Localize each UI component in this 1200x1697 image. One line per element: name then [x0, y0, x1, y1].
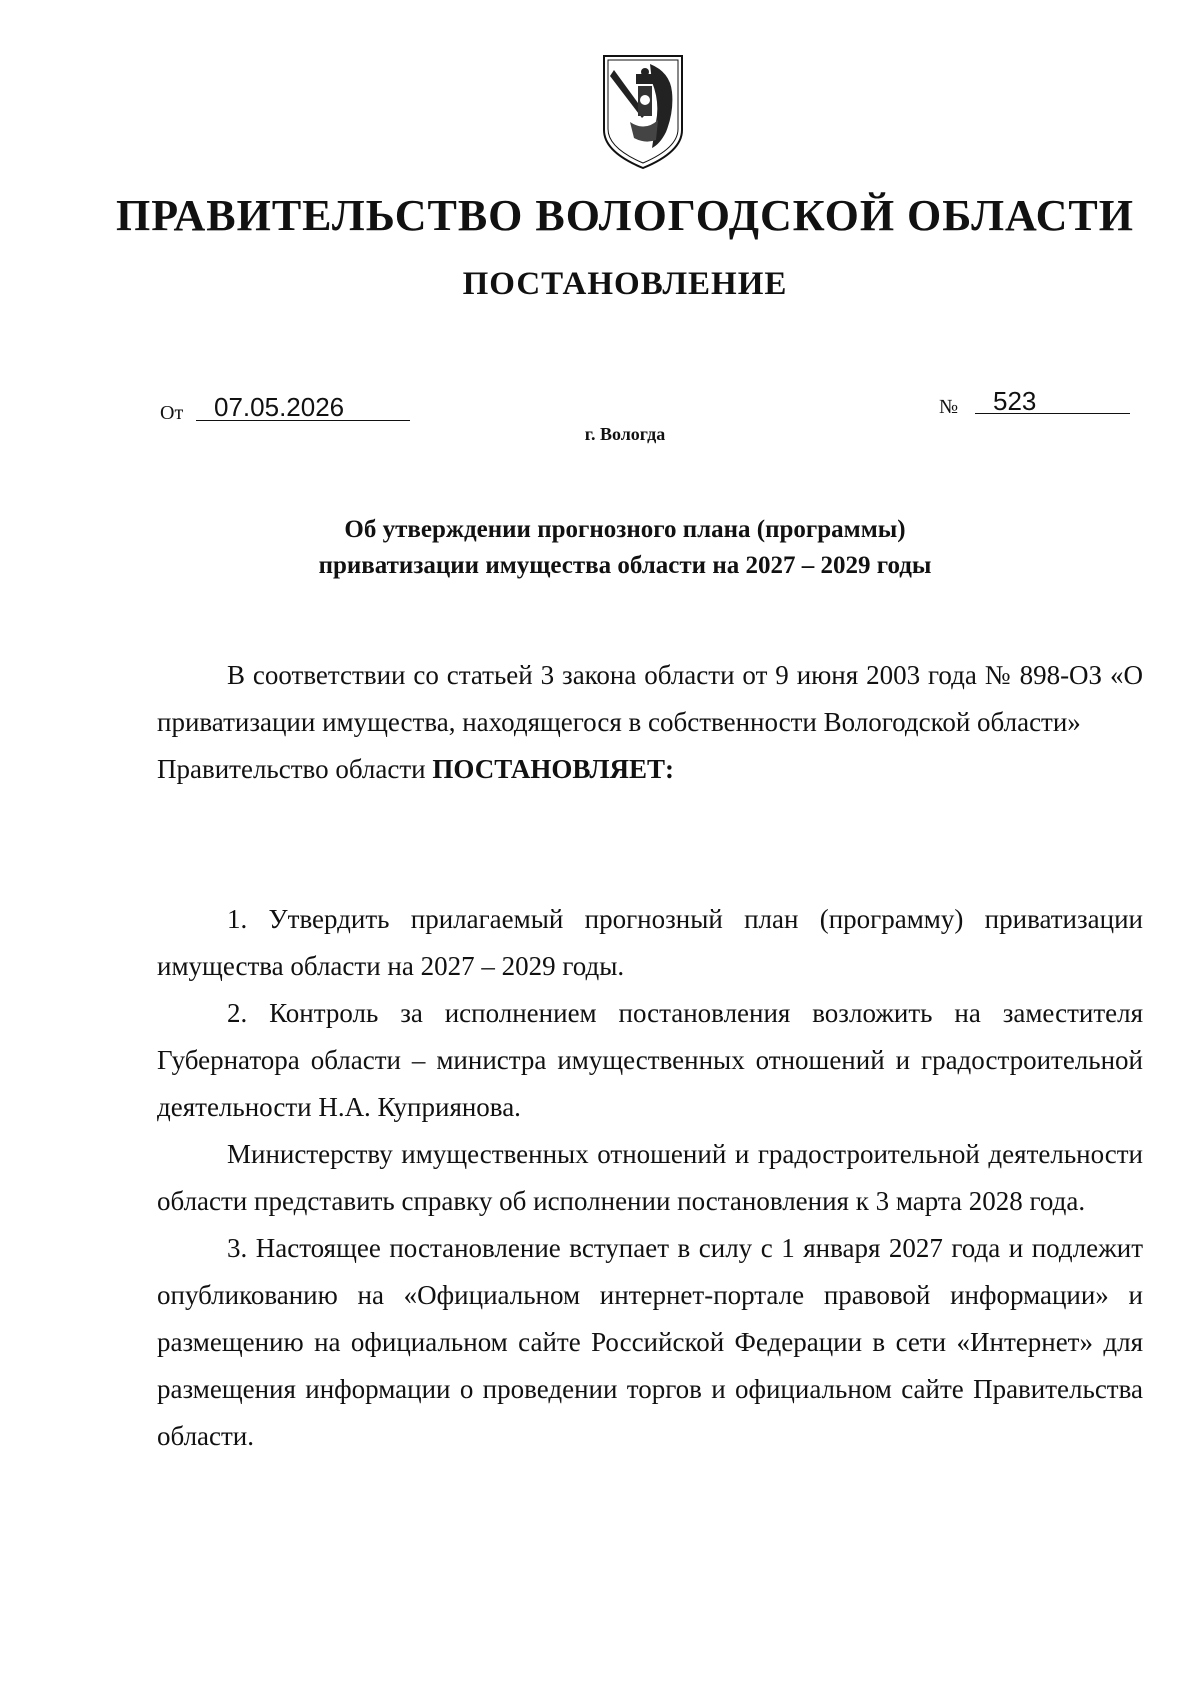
government-name: ПРАВИТЕЛЬСТВО ВОЛОГОДСКОЙ ОБЛАСТИ	[116, 191, 1134, 240]
subject-line-1: Об утверждении прогнозного плана (программы)	[344, 516, 906, 543]
city: г. Вологда	[584, 424, 666, 444]
subject-line-2: приватизации имущества области на 2027 – 2029 годы	[318, 552, 932, 579]
item-1: 1. Утвердить прилагаемый прогнозный план (программу) приватизации имущества области на 2027 – 2029 годы.	[157, 904, 1143, 981]
resolution-line	[157, 746, 1143, 793]
resolution-keyword: ПОСТАНОВЛЯЕТ:	[432, 754, 674, 784]
preamble-block	[157, 652, 1143, 793]
document-number: 523	[993, 386, 1037, 416]
number-label: №	[939, 396, 959, 418]
item-2-note: Министерству имущественных отношений и градостроительной деятельности области представить справку об исполнении постановления к 3 марта 2028 года.	[157, 1139, 1143, 1216]
document-date: 07.05.2026	[214, 392, 345, 422]
preamble: В соответствии со статьей 3 закона области от 9 июня 2003 года № 898-ОЗ «О приватизации имущества, находящегося в собственности Вологодской области»	[157, 660, 1143, 737]
date-label: От	[160, 402, 184, 424]
item-2: 2. Контроль за исполнением постановления возложить на заместителя Губернатора области – министра имущественных отношений и градостроительной деятельности Н.А. Куприянова.	[157, 998, 1143, 1122]
document-type: ПОСТАНОВЛЕНИЕ	[462, 266, 788, 302]
coat-of-arms-icon	[600, 52, 686, 172]
items-block	[157, 896, 1143, 1460]
item-3: 3. Настоящее постановление вступает в силу с 1 января 2027 года и подлежит опубликованию на «Официальном интернет-портале правовой информации» и размещению на официальном сайте Российской Федерации в сети «Интернет» для размещения информации о проведении торгов и официальном сайте Правительства области.	[157, 1233, 1143, 1451]
resolution-intro: Правительство области	[157, 754, 433, 784]
document-subject	[0, 512, 1200, 584]
